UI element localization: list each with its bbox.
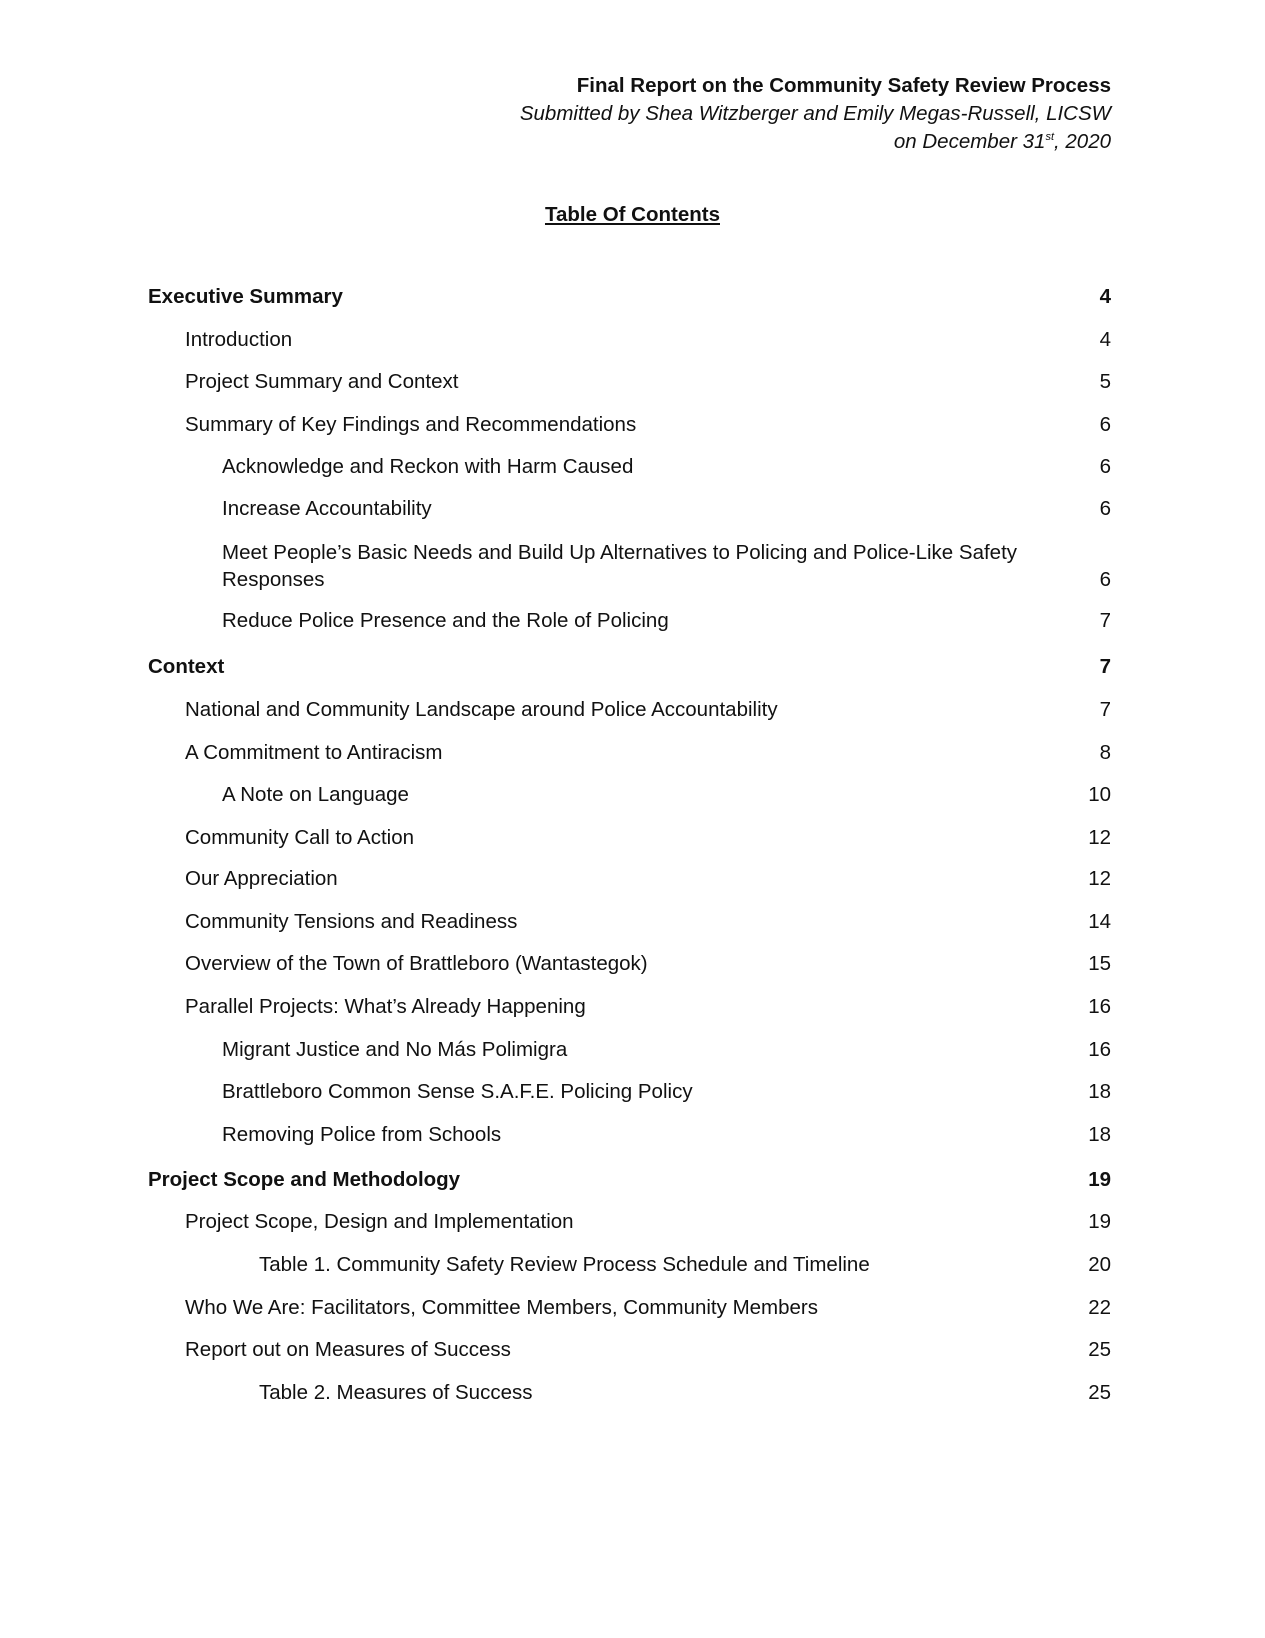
toc-entry-label: Table 1. Community Safety Review Process Schedule and Timeline	[259, 1253, 870, 1276]
toc-entry-page: 12	[1088, 867, 1111, 890]
toc-heading-text: Table Of Contents	[544, 203, 720, 226]
toc-entry-page: 25	[1088, 1381, 1111, 1404]
toc-entry-page: 18	[1088, 1123, 1111, 1146]
toc-entry-label: Project Scope and Methodology	[148, 1168, 461, 1191]
toc-entry-page: 6	[1099, 455, 1111, 478]
toc-entry-label: Project Scope, Design and Implementation	[185, 1210, 574, 1233]
toc-entry-page: 14	[1088, 910, 1111, 933]
toc-entry-page: 10	[1088, 783, 1111, 806]
toc-entry-label: A Commitment to Antiracism	[185, 741, 443, 764]
toc-entry-page: 18	[1088, 1080, 1111, 1103]
toc-entry-page: 7	[1099, 609, 1111, 632]
toc-entry-label: Migrant Justice and No Más Polimigra	[222, 1038, 568, 1061]
toc-entry-page: 15	[1088, 952, 1111, 975]
toc-entry-page: 19	[1088, 1168, 1111, 1191]
toc-entry-page: 6	[1099, 568, 1111, 591]
toc-entry-label: Reduce Police Presence and the Role of Policing	[222, 609, 669, 632]
toc-entry-label: Parallel Projects: What’s Already Happening	[185, 995, 586, 1018]
toc-entry-label: Overview of the Town of Brattleboro (Wantastegok)	[185, 952, 648, 975]
toc-entry-label-line1: Meet People’s Basic Needs and Build Up Alternatives to Policing and Police-Like Safety	[222, 541, 1018, 564]
toc-entry-label: Community Tensions and Readiness	[185, 910, 518, 933]
toc-entry-page: 12	[1088, 826, 1111, 849]
toc-entry-page: 6	[1099, 497, 1111, 520]
toc-entry-page: 16	[1088, 1038, 1111, 1061]
toc-entry-label: Table 2. Measures of Success	[259, 1381, 533, 1404]
toc-entry-label: Context	[148, 655, 225, 678]
toc-entry-label: Who We Are: Facilitators, Committee Members, Community Members	[185, 1296, 818, 1319]
toc-entry-label: Acknowledge and Reckon with Harm Caused	[222, 455, 634, 478]
toc-entry-label: A Note on Language	[222, 783, 409, 806]
toc-entry-label: Project Summary and Context	[185, 370, 459, 393]
toc-entry-label: Introduction	[185, 328, 293, 351]
report-authors: Submitted by Shea Witzberger and Emily Megas-Russell, LICSW	[519, 102, 1111, 125]
toc-entry-label: Increase Accountability	[222, 497, 432, 520]
toc-entry-page: 7	[1099, 698, 1111, 721]
toc-entry-label: Executive Summary	[148, 285, 343, 308]
report-date-suffix-ordinal: st	[1045, 131, 1054, 144]
toc-entry-page: 6	[1099, 413, 1111, 436]
toc-entry-label: Community Call to Action	[185, 826, 415, 849]
report-title: Final Report on the Community Safety Review Process	[576, 74, 1111, 97]
toc-entry-page: 19	[1088, 1210, 1111, 1233]
toc-entry-page: 22	[1088, 1296, 1111, 1319]
toc-entry-page: 4	[1099, 328, 1111, 351]
toc-entry-label: Brattleboro Common Sense S.A.F.E. Policing Policy	[222, 1080, 693, 1103]
toc-entry-label-line2: Responses	[222, 568, 325, 591]
toc-entry-page: 8	[1099, 741, 1111, 764]
toc-entry-label: Our Appreciation	[185, 867, 338, 890]
report-date-year: , 2020	[1054, 130, 1111, 153]
toc-entry-label: Removing Police from Schools	[222, 1123, 502, 1146]
toc-entry-page: 25	[1088, 1338, 1111, 1361]
toc-entry-page: 5	[1099, 370, 1111, 393]
toc-entry-page: 16	[1088, 995, 1111, 1018]
toc-entry-label: Report out on Measures of Success	[185, 1338, 511, 1361]
toc-entry-page: 7	[1099, 655, 1111, 678]
toc-entry-label: Summary of Key Findings and Recommendations	[185, 413, 637, 436]
toc-entry-page: 4	[1099, 285, 1111, 308]
toc-entry-page: 20	[1088, 1253, 1111, 1276]
toc-entry-label: National and Community Landscape around Police Accountability	[185, 698, 778, 721]
report-date-prefix: on December 31	[893, 130, 1046, 153]
